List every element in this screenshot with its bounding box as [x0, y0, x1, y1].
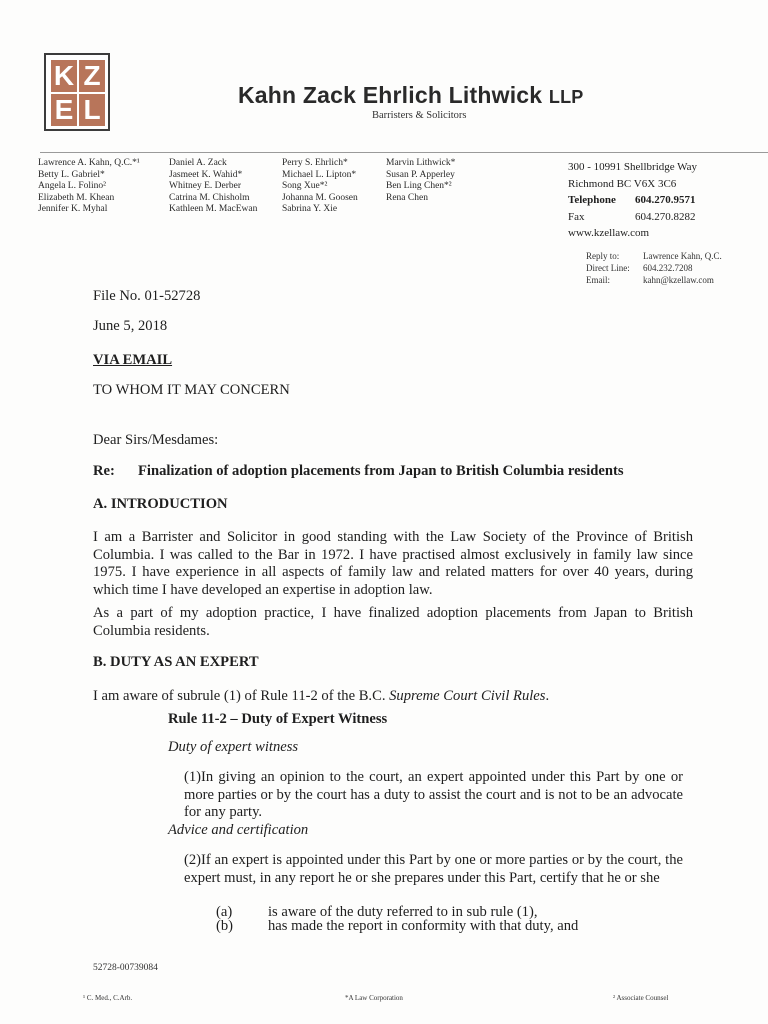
- direct-line-value: 604.232.7208: [643, 263, 693, 273]
- firm-name: [238, 82, 583, 109]
- footnote-law-corporation: *A Law Corporation: [345, 994, 403, 1002]
- subject-line: [93, 463, 624, 481]
- lawyer-name: Perry S. Ehrlich*: [282, 158, 348, 168]
- lawyer-name: Johanna M. Goosen: [282, 192, 358, 203]
- address-line-1: 300 - 10991 Shellbridge Way: [568, 161, 698, 173]
- lawyer-name: Jasmeet K. Wahid*: [169, 169, 243, 180]
- aware-suffix: .: [545, 688, 550, 704]
- lawyer-name: Kathleen M. MacEwan: [169, 204, 258, 215]
- telephone-value: 604.270.9571: [635, 194, 696, 206]
- firm-suffix: LLP: [548, 87, 584, 107]
- lawyer-column-2: [169, 158, 257, 216]
- document-number: 52728-00739084: [93, 963, 158, 973]
- quote-subrule-1: (1)In giving an opinion to the court, an expert appointed under this Part by one or more parties or by the court has a duty to assist the court and is not to be an advocate for any party.: [184, 769, 683, 820]
- subheading-advice: Advice and certification: [168, 822, 309, 838]
- reply-to-row: [586, 250, 722, 262]
- lawyer-name: Whitney E. Derber: [169, 181, 242, 192]
- fax-value: 604.270.8282: [635, 210, 696, 223]
- lawyer-name: Betty L. Gabriel*: [38, 169, 105, 180]
- lawyer-name: Ben Ling Chen*²: [386, 181, 452, 192]
- reply-to-value: Lawrence Kahn, Q.C.: [643, 251, 722, 261]
- lawyer-name: Susan P. Apperley: [386, 169, 455, 180]
- item-text: has made the report in conformity with that duty, and: [268, 918, 579, 934]
- footnote-associate-counsel: ² Associate Counsel: [613, 994, 669, 1002]
- header-divider: [40, 152, 768, 153]
- aware-prefix: I am aware of subrule (1) of Rule 11-2 of the B.C.: [93, 688, 390, 704]
- email-label: Email:: [586, 275, 610, 285]
- lawyer-name: Lawrence A. Kahn, Q.C.*¹: [38, 158, 140, 168]
- reply-to-label: Reply to:: [586, 251, 620, 261]
- telephone-label: Telephone: [568, 194, 616, 206]
- paragraph-introduction-1: I am a Barrister and Solicitor in good standing with the Law Society of the Province of British Columbia. I was called to the Bar in 1972. I have practised almost exclusively in family law since 1975. I have experience in all aspects of family law and related matters for over 40 years, during which time I have developed an expertise in adoption law.: [93, 529, 693, 598]
- paragraph-introduction-2: As a part of my adoption practice, I have finalized adoption placements from Japan to British Columbia residents.: [93, 605, 693, 639]
- telephone-row: [568, 192, 697, 209]
- lawyer-name: Elizabeth M. Khean: [38, 192, 115, 203]
- delivery-method: VIA EMAIL: [93, 352, 173, 368]
- email-value: kahn@kzellaw.com: [643, 275, 714, 285]
- email-row: [586, 274, 722, 286]
- website: www.kzellaw.com: [568, 227, 650, 239]
- lawyer-name: Sabrina Y. Xie: [282, 204, 338, 215]
- aware-italic: Supreme Court Civil Rules: [389, 688, 546, 704]
- lawyer-column-3: [282, 158, 358, 216]
- lawyer-name: Jennifer K. Myhal: [38, 204, 108, 215]
- list-item: [216, 918, 578, 936]
- paragraph-aware: [93, 688, 549, 706]
- lawyer-name: Song Xue*²: [282, 181, 328, 192]
- recipient: TO WHOM IT MAY CONCERN: [93, 382, 290, 398]
- rule-title: Rule 11-2 – Duty of Expert Witness: [168, 711, 388, 727]
- section-heading-introduction: A. INTRODUCTION: [93, 496, 228, 512]
- lawyer-name: Marvin Lithwick*: [386, 158, 456, 168]
- address-line-2: Richmond BC V6X 3C6: [568, 177, 677, 190]
- lawyer-name: Rena Chen: [386, 192, 428, 203]
- subheading-duty: Duty of expert witness: [168, 739, 299, 755]
- logo-letter-z: Z: [79, 60, 105, 92]
- footnote-credentials: ¹ C. Med., C.Arb.: [83, 994, 133, 1002]
- logo-letter-k: K: [51, 60, 77, 92]
- direct-line-row: [586, 262, 722, 274]
- direct-line-label: Direct Line:: [586, 263, 630, 273]
- firm-subtitle: Barristers & Solicitors: [372, 110, 467, 121]
- reply-block: [586, 250, 722, 286]
- letter-date: June 5, 2018: [93, 318, 168, 334]
- fax-row: [568, 209, 697, 226]
- firm-address: [568, 159, 697, 242]
- lawyer-name: Daniel A. Zack: [169, 158, 227, 168]
- fax-label: Fax: [568, 210, 585, 223]
- firm-name-text: Kahn Zack Ehrlich Lithwick: [238, 82, 543, 108]
- item-label: (b): [216, 918, 234, 934]
- firm-logo: [44, 53, 110, 131]
- lawyer-name: Catrina M. Chisholm: [169, 192, 250, 203]
- item-label: (a): [216, 904, 233, 920]
- logo-letter-e: E: [51, 94, 77, 126]
- lawyer-name: Michael L. Lipton*: [282, 169, 357, 180]
- lawyer-column-1: [38, 158, 140, 216]
- subject-text: Finalization of adoption placements from Japan to British Columbia residents: [138, 463, 624, 479]
- lawyer-column-4: [386, 158, 455, 204]
- file-number: File No. 01-52728: [93, 288, 201, 304]
- lawyer-name: Angela L. Folino²: [38, 181, 107, 192]
- subject-label: Re:: [93, 463, 115, 479]
- salutation: Dear Sirs/Mesdames:: [93, 432, 219, 448]
- section-heading-duty: B. DUTY AS AN EXPERT: [93, 654, 259, 670]
- quote-subrule-2: (2)If an expert is appointed under this Part by one or more parties or by the court, the expert must, in any report he or she prepares under this Part, certify that he or she: [184, 852, 683, 886]
- item-text: is aware of the duty referred to in sub rule (1),: [268, 904, 538, 920]
- logo-letter-l: L: [79, 94, 105, 126]
